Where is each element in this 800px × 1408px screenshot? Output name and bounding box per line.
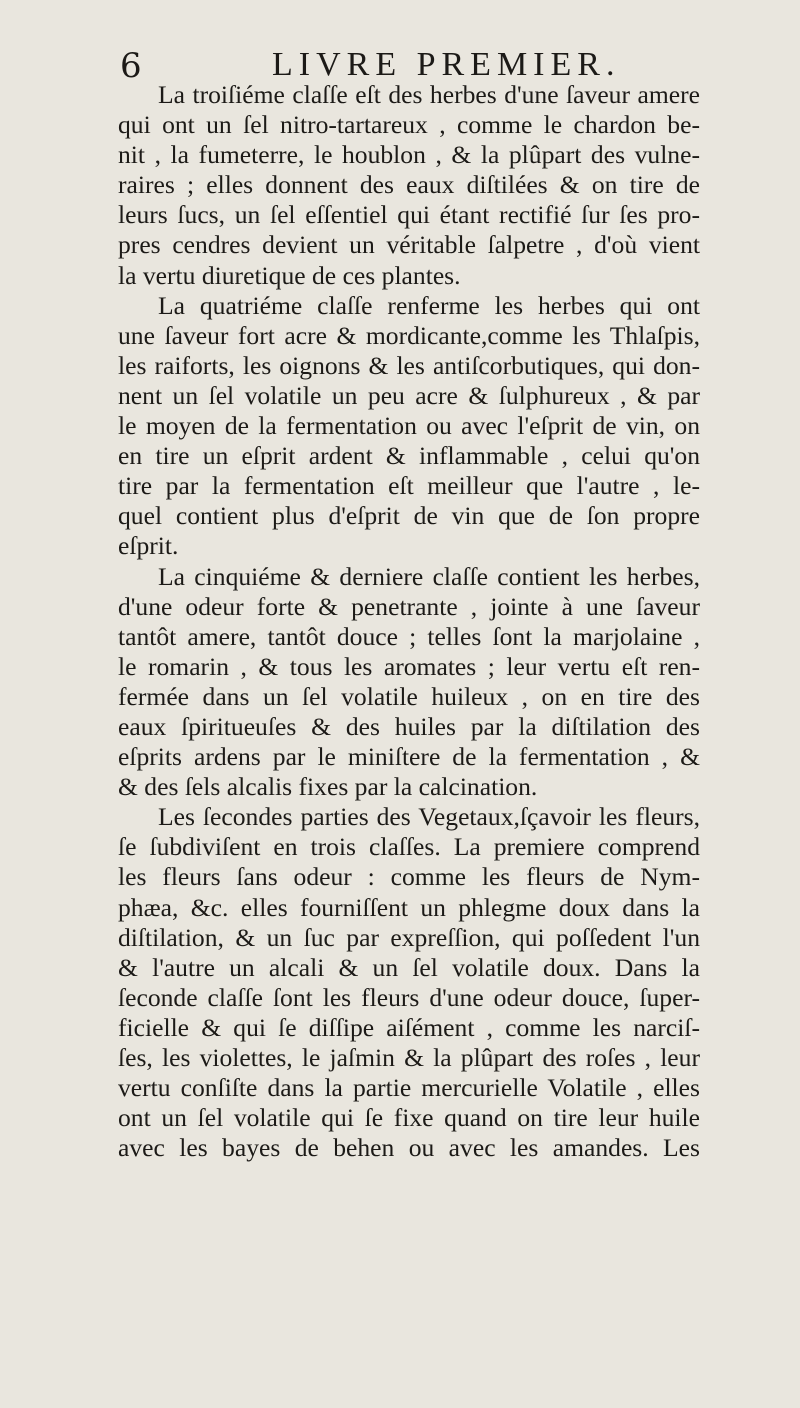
text-line: qui ont un ſel nitro-tartareux , comme le chardon be-	[118, 110, 700, 140]
text-line: les raiforts, les oignons & les antiſcorbutiques, qui don-	[118, 350, 700, 380]
text-line: ſe ſubdiviſent en trois claſſes. La premiere comprend	[118, 832, 700, 862]
text-line: tantôt amere, tantôt douce ; telles ſont la marjolaine ,	[118, 621, 700, 651]
text-line: La quatriéme claſſe renferme les herbes qui ont	[158, 290, 700, 320]
text-line: eaux ſpiritueuſes & des huiles par la diſtilation des	[118, 711, 700, 741]
text-line: avec les bayes de behen ou avec les amandes. Les	[118, 1133, 700, 1163]
text-line: ſes, les violettes, le jaſmin & la plûpart des roſes , leur	[118, 1043, 700, 1072]
text-line: en tire un eſprit ardent & inflammable , celui qu'on	[118, 441, 700, 471]
text-line: La cinquiéme & derniere claſſe contient les herbes,	[158, 561, 700, 591]
text-line: le romarin , & tous les aromates ; leur vertu eſt ren-	[118, 651, 700, 681]
text-line: la vertu diuretique de ces plantes.	[118, 260, 461, 290]
running-head: LIVRE PREMIER.	[272, 46, 621, 83]
page-number: 6	[120, 46, 142, 86]
text-line: ficielle & qui ſe diſſipe aiſément , comme les narciſ-	[118, 1012, 700, 1042]
text-line: quel contient plus d'eſprit de vin que de ſon propre	[118, 501, 700, 531]
text-line: le moyen de la fermentation ou avec l'eſprit de vin, on	[118, 411, 700, 441]
text-line: phæa, &c. elles fourniſſent un phlegme doux dans la	[118, 892, 700, 922]
text-line: nit , la fumeterre, le houblon , & la plûpart des vulne-	[118, 140, 700, 170]
text-line: les fleurs ſans odeur : comme les fleurs de Nym-	[118, 862, 700, 892]
text-line: & l'autre un alcali & un ſel volatile doux. Dans la	[118, 952, 700, 982]
text-line: La troiſiéme claſſe eſt des herbes d'une ſaveur amere	[158, 80, 700, 109]
text-line: raires ; elles donnent des eaux diſtilées & on tire de	[118, 170, 700, 200]
text-line: Les ſecondes parties des Vegetaux,ſçavoir les fleurs,	[158, 802, 700, 832]
text-line: une ſaveur fort acre & mordicante,comme les Thlaſpis,	[118, 320, 700, 350]
text-line: eſprit.	[118, 531, 179, 561]
text-line: tire par la fermentation eſt meilleur que l'autre , le-	[118, 471, 700, 501]
text-line: diſtilation, & un ſuc par expreſſion, qui poſſedent l'un	[118, 922, 700, 952]
text-line: d'une odeur forte & penetrante , jointe à une ſaveur	[118, 591, 700, 621]
text-line: vertu conſiſte dans la partie mercurielle Volatile , elles	[118, 1073, 700, 1103]
text-line: pres cendres devient un véritable ſalpetre , d'où vient	[118, 230, 700, 260]
text-line: & des ſels alcalis fixes par la calcination.	[118, 772, 538, 802]
text-line: ont un ſel volatile qui ſe fixe quand on tire leur huile	[118, 1103, 700, 1133]
body-text	[118, 80, 700, 1163]
text-line: leurs ſucs, un ſel eſſentiel qui étant rectifié ſur ſes pro-	[118, 200, 700, 230]
text-line: nent un ſel volatile un peu acre & ſulphureux , & par	[118, 380, 700, 410]
text-line: ſeconde claſſe ſont les fleurs d'une odeur douce, ſuper-	[118, 982, 700, 1012]
text-line: fermée dans un ſel volatile huileux , on en tire des	[118, 681, 700, 711]
text-line: eſprits ardens par le miniſtere de la fermentation , &	[118, 742, 700, 772]
